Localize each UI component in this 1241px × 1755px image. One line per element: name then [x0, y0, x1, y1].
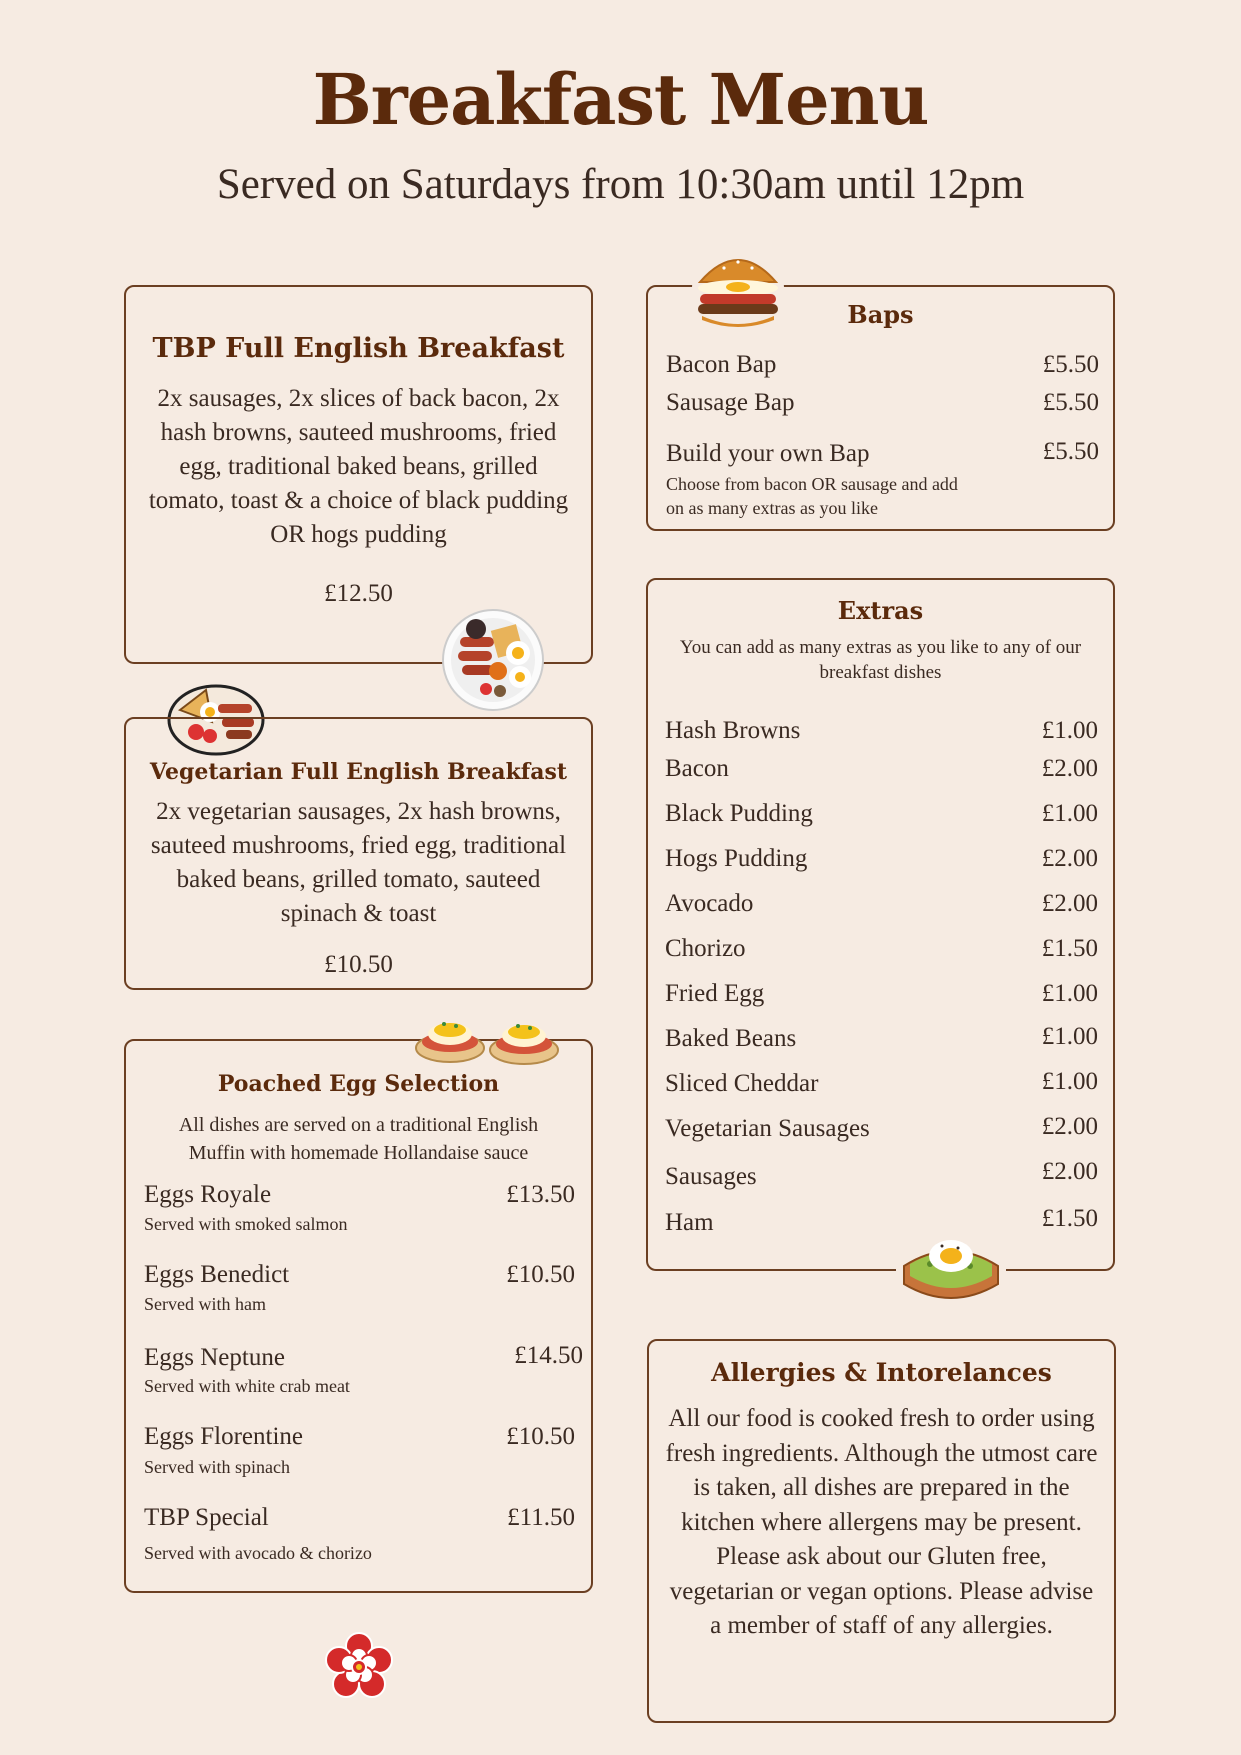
avocado-toast-icon — [896, 1226, 1006, 1310]
list-item-name: Chorizo — [665, 935, 746, 962]
list-item-name: Hogs Pudding — [665, 845, 808, 872]
list-item-name: Sausage Bap — [666, 389, 795, 416]
list-item-price: £2.00 — [1041, 845, 1098, 872]
list-item-name: TBP Special — [144, 1504, 269, 1531]
poached-egg-card — [124, 1039, 593, 1593]
vegetarian-price: £10.50 — [324, 951, 393, 978]
list-item-price: £1.00 — [1041, 717, 1098, 744]
list-item-desc: Served with spinach — [144, 1457, 290, 1477]
allergies-text: All our food is cooked fresh to order using fresh ingredients. Although the utmost care is taken, all dishes are prepared in the kitchen where allergens may be present. Please ask about our Gluten free, vegetarian or vegan options. Please advise a member of staff of any allergies. — [665, 1405, 1098, 1639]
list-item-price: £2.00 — [1041, 1113, 1098, 1140]
list-item-name: Ham — [665, 1209, 714, 1236]
list-item-price: £1.00 — [1041, 1023, 1098, 1050]
page-title: Breakfast Menu — [312, 58, 929, 141]
allergies-card — [647, 1339, 1116, 1723]
list-item-price: £10.50 — [506, 1423, 575, 1450]
list-item-price: £1.00 — [1041, 980, 1098, 1007]
full-english-price: £12.50 — [324, 580, 393, 607]
list-item-name: Vegetarian Sausages — [665, 1115, 870, 1142]
list-item-name: Baked Beans — [665, 1025, 797, 1052]
allergies-title: Allergies & Intorelances — [711, 1358, 1052, 1387]
list-item-price: £5.50 — [1042, 389, 1099, 416]
full-english-plate-icon — [438, 605, 548, 715]
list-item-name: Black Pudding — [665, 800, 813, 827]
list-item-name: Eggs Royale — [144, 1181, 272, 1208]
list-item-desc: Served with smoked salmon — [144, 1214, 348, 1234]
extras-note: You can add as many extras as you like to any of our breakfast dishes — [679, 637, 1082, 683]
burger-icon — [686, 242, 790, 334]
list-item-name: Sausages — [665, 1163, 757, 1190]
vegetarian-title: Vegetarian Full English Breakfast — [149, 759, 568, 785]
vegetarian-description: 2x vegetarian sausages, 2x hash browns, sauteed mushrooms, fried egg, traditional baked beans, grilled tomato, sauteed spinach & toast — [150, 798, 567, 927]
list-item-desc: Choose from bacon OR sausage and add — [666, 474, 958, 494]
list-item-name: Eggs Benedict — [144, 1261, 290, 1288]
list-item-desc: Served with white crab meat — [144, 1376, 350, 1396]
list-item-price: £1.50 — [1041, 1205, 1098, 1232]
poached-egg-note: All dishes are served on a traditional English Muffin with homemade Hollandaise sauce — [178, 1114, 539, 1164]
baps-title: Baps — [847, 300, 914, 329]
list-item-price: £2.00 — [1041, 890, 1098, 917]
list-item-price: £14.50 — [514, 1342, 583, 1369]
eggs-benedict-icon — [414, 1014, 562, 1066]
full-english-title: TBP Full English Breakfast — [152, 333, 565, 364]
list-item-name: Fried Egg — [665, 980, 765, 1007]
list-item-name: Bacon Bap — [666, 351, 777, 378]
list-item-name: Avocado — [665, 890, 754, 917]
poached-egg-title: Poached Egg Selection — [217, 1071, 500, 1097]
list-item-price: £2.00 — [1041, 1158, 1098, 1185]
list-item-price: £5.50 — [1042, 438, 1099, 465]
list-item-name: Bacon — [665, 755, 729, 782]
list-item-name: Eggs Neptune — [144, 1344, 285, 1371]
list-item-price: £1.00 — [1041, 1068, 1098, 1095]
list-item-desc: on as many extras as you like — [666, 498, 878, 518]
tudor-rose-icon — [324, 1632, 394, 1702]
list-item-price: £10.50 — [506, 1261, 575, 1288]
list-item-price: £1.50 — [1041, 935, 1098, 962]
extras-title: Extras — [837, 596, 924, 625]
list-item-price: £5.50 — [1042, 351, 1099, 378]
list-item-name: Eggs Florentine — [144, 1423, 304, 1450]
vegetarian-card — [124, 717, 593, 990]
list-item-desc: Served with avocado & chorizo — [144, 1543, 372, 1563]
full-english-description: 2x sausages, 2x slices of back bacon, 2x hash browns, sauteed mushrooms, fried egg, traditional baked beans, grilled tomato, toast & a choice of black pudding OR hogs pudding — [148, 385, 569, 548]
list-item-price: £2.00 — [1041, 755, 1098, 782]
page-subtitle: Served on Saturdays from 10:30am until 12pm — [216, 161, 1025, 208]
list-item-price: £1.00 — [1041, 800, 1098, 827]
list-item-price: £11.50 — [507, 1504, 575, 1531]
list-item-name: Sliced Cheddar — [665, 1070, 819, 1097]
list-item-name: Hash Browns — [665, 717, 801, 744]
list-item-desc: Served with ham — [144, 1294, 266, 1314]
list-item-name: Build your own Bap — [666, 440, 870, 467]
list-item-price: £13.50 — [506, 1181, 575, 1208]
